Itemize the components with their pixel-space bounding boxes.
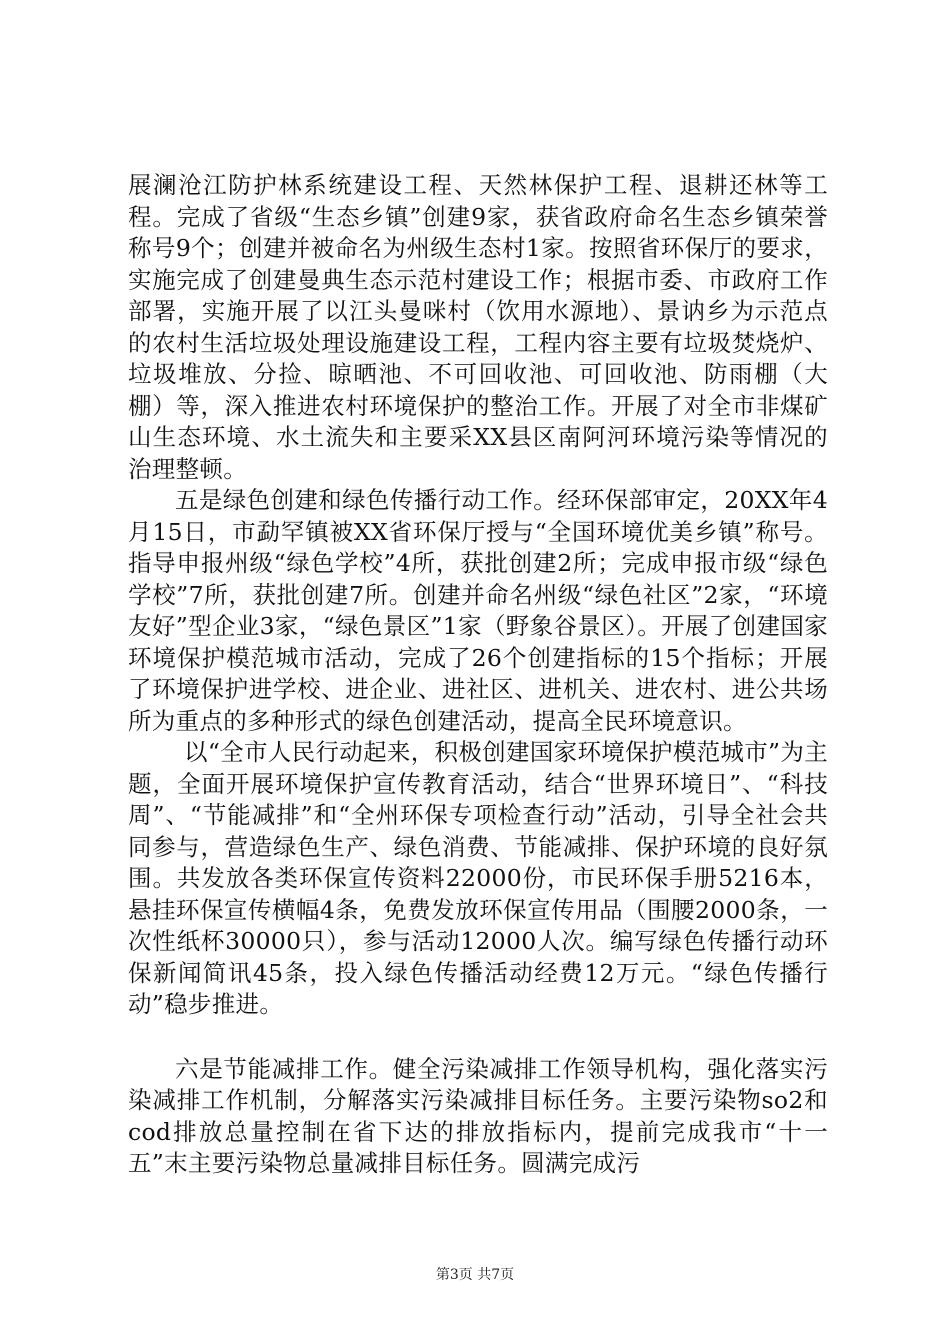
- document-body: [128, 170, 828, 1180]
- paragraph-green-creation: 五是绿色创建和绿色传播行动工作。经环保部审定，20XX年4月15日，市勐罕镇被XX省环保厅授与“全国环境优美乡镇”称号。指导申报州级“绿色学校”4所，获批创建2所；完成申报市级“绿色学校”7所，获批创建7所。创建并命名州级“绿色社区”2家，“环境友好”型企业3家，“绿色景区”1家（野象谷景区）。开展了创建国家环境保护模范城市活动，完成了26个创建指标的15个指标；开展了环境保护进学校、进企业、进社区、进机关、进农村、进公共场所为重点的多种形式的绿色创建活动，提高全民环境意识。: [128, 486, 828, 735]
- page-footer: [0, 1266, 950, 1284]
- paragraph-publicity-campaign: 以“全市人民行动起来，积极创建国家环境保护模范城市”为主题，全面开展环境保护宣传教育活动，结合“世界环境日”、“科技周”、“节能减排”和“全州环保专项检查行动”活动，引导全社会共同参与，营造绿色生产、绿色消费、节能减排、保护环境的良好氛围。共发放各类环保宣传资料22000份，市民环保手册5216本，悬挂环保宣传横幅4条，免费发放环保宣传用品（围腰2000条，一次性纸杯30000只），参与活动12000人次。编写绿色传播行动环保新闻简讯45条，投入绿色传播活动经费12万元。“绿色传播行动”稳步推进。: [128, 738, 828, 1018]
- page-number: 第3页 共7页: [435, 1267, 515, 1283]
- paragraph-spacer: [128, 1021, 828, 1054]
- paragraph-forestry-projects: 展澜沧江防护林系统建设工程、天然林保护工程、退耕还林等工程。完成了省级“生态乡镇”创建9家，获省政府命名生态乡镇荣誉称号9个；创建并被命名为州级生态村1家。按照省环保厅的要求，实施完成了创建曼典生态示范村建设工作；根据市委、市政府工作部署，实施开展了以江头曼咪村（饮用水源地）、景讷乡为示范点的农村生活垃圾处理设施建设工程，工程内容主要有垃圾焚烧炉、垃圾堆放、分捡、晾晒池、不可回收池、可回收池、防雨棚（大棚）等，深入推进农村环境保护的整治工作。开展了对全市非煤矿山生态环境、水土流失和主要采XX县区南阿河环境污染等情况的治理整顿。: [128, 171, 828, 483]
- paragraph-emission-reduction: 六是节能减排工作。健全污染减排工作领导机构，强化落实污染减排工作机制，分解落实污染减排目标任务。主要污染物so2和cod排放总量控制在省下达的排放指标内，提前完成我市“十一五”末主要污染物总量减排目标任务。圆满完成污: [128, 1054, 828, 1177]
